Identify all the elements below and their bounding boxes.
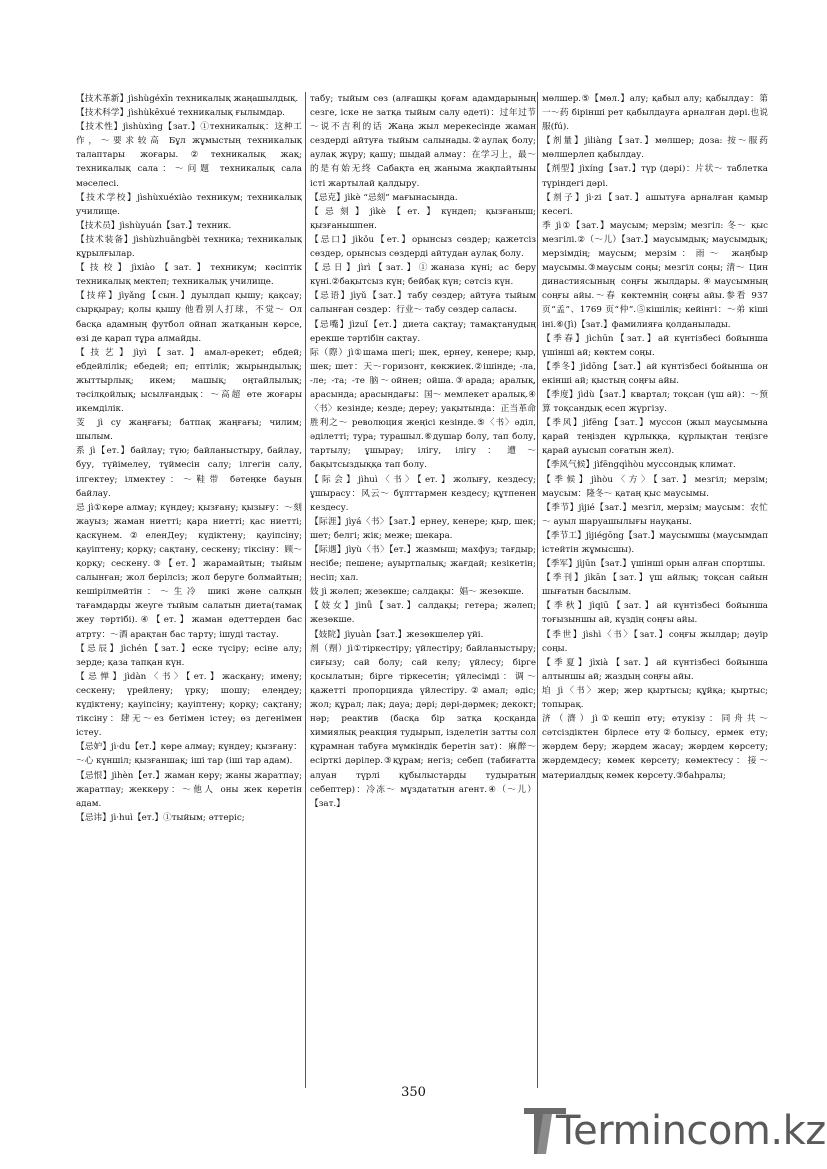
dictionary-entry: 【忌语】jìyǔ【зат.】табу сөздер; айтуға тыйым салынған сөздер：行业～ табу сөздер саласы.	[310, 291, 536, 316]
dictionary-entry: 【技术员】jìshùyuán【зат.】техник.	[76, 220, 232, 231]
dictionary-entry: 【季候】jìhòu〈方〉【зат.】мезгіл; мерзім; маусым：隆冬～ қатаң қыс маусымы.	[542, 474, 768, 499]
dictionary-entry: 【季春】jìchūn【зат.】ай күнтізбесі бойынша үшінші ай; көктем соңы.	[542, 333, 768, 358]
dictionary-entry: 【妓院】jìyuàn【зат.】жезөкшелер үйі.	[310, 629, 484, 640]
logo-text: Termincom.kz	[556, 1108, 826, 1154]
dictionary-entry: 【忌嘴】jìzuǐ【ет.】диета сақтау; тамақтанудың ерекше тәртібін сақтау.	[310, 319, 536, 344]
dictionary-entry: 【剂子】jì·zi【зат.】ашытуға арналған қамыр кесегі.	[542, 192, 768, 217]
dictionary-entry: 【忌惮】jìdàn〈书〉【ет.】жасқану; имену; сескену; үрейлену; үрку; шошу; елеңдеу; күдіктену; қауіпсіну; қауіптену; қорқу; сақтану; тіксіну：肆无～ез бетімен істеу; өз дегенімен істеу.	[76, 671, 302, 739]
dictionary-entry: 【季秋】jìqiū【зат.】ай күнтізбесі бойынша тоғызыншы ай, күздің соңғы айы.	[542, 601, 768, 626]
dictionary-entry: 【技艺】jìyì【зат.】амал-әрекет; ебдей; ебдейлілік; ебедей; еп; ептілік; жырындылық; жыттырлық; икем; машық; оңтайлылық; тәсілқойлық; ысылғандық：～高超 өте жоғары икемділік.	[76, 347, 302, 415]
termincom-logo[interactable]	[522, 1100, 826, 1160]
dictionary-entry: 【剂量】jìliàng【зат.】мөлшер; доза: 按～服药 мөлшерлеп қабылдау.	[542, 136, 768, 161]
dictionary-entry: 【季军】jìjūn【зат.】үшінші орын алған спортшы.	[542, 559, 766, 570]
dictionary-entry: 【季度】jìdù【зат.】квартал; тоқсан (үш ай)：～预算 тоқсандық есеп жүргізу.	[542, 389, 768, 415]
dictionary-entry: 系 jì【ет.】байлау; түю; байланыстыру, байлау, буу, түйімелеу, түймесін салу; ілгегін салу, ілгектеу; ілмектеу：～鞋带 бәтеңке бауын байлау.	[76, 446, 302, 499]
dictionary-entry: 际（際）jì①шама шегі; шек, ернеу, кенере; қыр, шек; шет：天～горизонт, көкжиек.②ішінде; -ла, -ле; -та; -те 脑～ойнен; ойша.③арада; аралық, арасында; арасындағы：国～ мемлекет аралық.④〈书〉кезінде; кезде; дереу; уақытында：正当革命胜利之～ революция жеңісі кезінде.⑤〈书〉әділ, әділетті; тура; турашыл.⑥душар болу, тап болу, тартылу; ұшырау; ілігу, ілігу：遭～ бақытсыздыққа тап болу.	[310, 347, 536, 471]
dictionary-entry: 济（濟）jì①кешіп өту; өтукізу：同舟共～ сәтсіздіктен бірлесе өту②болысу, ермек ету; жәрдем беру; жәрдем жасау; жәрдем көрсету; жәрдемдесу; көмек көрсету; көмектесу：接～ материалдық көмек көрсету.③баһралы;	[542, 714, 768, 781]
dictionary-entry: 【剂型】jìxíng【зат.】түр (дәрі)：片状～ таблетка түріндегі дәрі.	[542, 164, 768, 189]
dictionary-entry: 【忌妒】jì·du【ет.】көре алмау; күндеу; қызғану：～心 күншіл; қызғаншақ; іші тар (іші тар адам).	[76, 742, 302, 767]
column-divider-left	[305, 92, 306, 1088]
column-right	[542, 92, 768, 1088]
dictionary-entry: 【际涯】jìyá〈书〉【зат.】ернеу, кенере; қыр, шек; шет; белгі; жік; меже; шекара.	[310, 516, 536, 541]
dictionary-entry: 【忌辰】jìchén【зат.】еске түсіру; есіне алу; зерде; қаза тапқан күн.	[76, 643, 302, 668]
dictionary-entry: 芰 jì су жаңғағы; батпақ жаңғағы; чилим; шылым.	[76, 418, 302, 443]
dictionary-entry: 妓 jì жәлеп; жезөкше; салдақы：娼～ жезөкше.	[310, 587, 524, 598]
dictionary-entry: 【季冬】jìdōng【зат.】ай күнтізбесі бойынша он екінші ай; қыстың соңғы айы.	[542, 361, 768, 386]
dictionary-entry: 【季节工】jìjiégōng【зат.】маусымшы (маусымдап істейтін жұмысшы).	[542, 530, 768, 555]
dictionary-entry: 剂（劑）jì①тіркестіру; үйлестіру; байланыстыру; сиғызу; сай болу; сай келу; үйлесу; бірге қосылатын; бірге тіркесетін; үйлесімді：调～ қажетті пропорцияда үйлестіру.②амал; әдіс; жол; құрал; лак; дауа; дәрі; дәрі-дәрмек; декокт; нәр; реактив (басқа бір затқа қосқанда химиялық реакция тудырып, ізделетін затты сол құрамнан табуға мүмкіндік беретін зат)：麻醉～есірткі дәрілер.③құрам; негіз; себеп (табиғатта алуан түрлі құбылыстарды тудыратын себептер)：冷冻～ мұздататын агент.④（～儿）【зат.】	[310, 643, 536, 809]
dictionary-entry: 【忌克】jìkè “忌刻” мағынасында.	[310, 192, 458, 203]
dictionary-entry: 【季节】jìjié【зат.】мезгіл, мерзім; маусым：农忙～ ауыл шаруашылығы науқаны.	[542, 502, 768, 527]
dictionary-entry: 【技术装备】jìshùzhuāngbèi техника; техникалық құрылғылар.	[76, 234, 302, 260]
dictionary-entry: 【忌恨】jìhèn【ет.】жаман көру; жаны жаратпау; жаратпау; жеккөру：～他人 оны жек көретін адам.	[76, 770, 302, 809]
dictionary-entry: 【技校】jìxiào【зат.】техникум; кәсіптік техникалық мектеп; техникалық училище.	[76, 263, 302, 288]
column-left	[76, 92, 302, 1088]
column-middle	[310, 92, 536, 1088]
dictionary-entry: 【妓女】jìnǚ【зат.】салдақы; гетера; жәлеп; жезөкше.	[310, 601, 536, 626]
dictionary-entry: 【技术科学】jìshùkēxué техникалық ғылымдар.	[76, 108, 286, 119]
dictionary-entry: табу; тыйым сөз (алғашқы қоғам адамдарының сезге, іске не затқа тыйым салу әдеті)：过年过节～说不吉利的话 Жаңа жыл мерекесінде жаман сездерді айтуға тыйым салынады.②аулақ болу; аулақ жүру; қашу; шыдай алмау：在学习上，最～的是有始无终 Сабақта ең жаныма жақпайтыны істі жартылай қалдыру.	[310, 94, 536, 189]
dictionary-entry: 季 jì①【зат.】маусым; мерзім; мезгіл: 冬～ қыс мезгілі.②（～儿）【зат.】маусымдық; маусымдық; мерзімдің; маусым; мерзім：雨～ жаңбыр маусымы.③маусым соңы; мезгіл соңы; 清～ Цин династиясының соңғы жылдары.④маусымның соңғы айы.～春 көктемнің соңғы айы.参看 937 页“孟”、1769 页“仲”.⑤кішілік; кейінгі：～弟 кіші іні.⑥(Jì)【зат.】фамилияға қолданылады.	[542, 220, 768, 330]
page-number: 350	[401, 1085, 426, 1100]
dictionary-entry: 【忌日】jìrì【зат.】①жаназа күні; ас беру күні.②бақытсыз күн; бейбақ күн; сәтсіз күн.	[310, 263, 536, 288]
dictionary-entry: 垍 jì〈书〉жер; жер қыртысы; құйқа; қыртыс; топырақ.	[542, 685, 768, 711]
dictionary-entry: 【技术革新】jìshùgéxīn техникалық жаңашылдық.	[76, 94, 299, 104]
dictionary-entry: 【季世】jìshì〈书〉【зат.】соңғы жылдар; дәуір соңы.	[542, 629, 768, 654]
dictionary-entry: 【技术性】jìshùxìng【зат.】①техникалық：这种工作，～要求较高 Бұл жұмыстың техникалық талаптары жоғары.②техникалық жақ; техникалық сала：～问题 техникалық сала мәселесі.	[76, 122, 302, 189]
dictionary-entry: 【忌刻】jìkè【ет.】күндеп; қызғаныш; қызғанышпен.	[310, 206, 536, 231]
dictionary-entry: 【季风】jìfēng【зат.】муссон (жыл маусымына қарай теңізден құрлыққа, құрлықтан теңізге қарай ауысып соғатын жел).	[542, 418, 768, 457]
dictionary-entry: 忌 jì①көре алмау; күндеу; қызғану; қызығу：～刻 жауыз; жаман ниетті; қара ниетті; қас ниетті; қаскүнем.②еленДеу; күдіктену; қауіпсіну; қауіптену; қорқу; сақтану, сескену; тіксіну：顾～ қорқу; сескену.③【ет.】жарамайтын; тыйым салынған; жол берілсіз; жол беруге болмайтын; кешірілмейтін：～生冷 шикі және салқын тағамдарды жеуге тыйым салатын диета(тамақ жеу тәртібі).④【ет.】жаман әдеттерден бас атрту：～酒 арақтан бас тарту; ішуді тастау.	[76, 502, 302, 640]
dictionary-entry: 【际会】jìhuì〈书〉【ет.】жолығу, кездесу; ұшырасу：风云～ бұлттармен кездесу; құтпенен кездесу.	[310, 474, 536, 513]
dictionary-entry: мөлшер.⑤【мөл.】алу; қабыл алу; қабылдау：第一～药 бірінші рет қабылдауға арналған дәрі.也说服(fú).	[542, 94, 768, 133]
dictionary-entry: 【技术学校】jìshùxuéxiào техникум; техникалық училище.	[76, 192, 302, 217]
dictionary-entry: 【技痒】jìyǎng【сын.】дуылдап қышу; қақсау; сырқырау; қолы қышу 他看别人打球，不觉～ Ол басқа адамның футбол ойнап жатқанын көрсе, өзі де қарап тұра алмайды.	[76, 291, 302, 344]
dictionary-entry: 【忌口】jìkǒu【ет.】орынсыз сөздер; қажетсіз сөздер, орынсыз сөздерді айтудан аулақ болу.	[310, 234, 536, 260]
dictionary-entry: 【忌讳】jì·huì【ет.】①тыйым; әттеріс;	[76, 812, 245, 823]
dictionary-entry: 【季风气候】jìfēngqìhòu муссондық климат.	[542, 460, 736, 471]
dictionary-entry: 【季夏】jìxià【зат.】ай күнтізбесі бойынша алтыншы ай; жаздың соңғы айы.	[542, 657, 768, 682]
dictionary-entry: 【季刊】jìkān【зат.】үш айлық; тоқсан сайын шығатын басылым.	[542, 573, 768, 598]
dictionary-entry: 【际遇】jìyù〈书〉【ет.】жазмыш; махфуз; тағдыр; несібе; пешене; ауыртпалық; жағдай; кезікетін; несіп; хал.	[310, 545, 536, 584]
column-divider-right	[537, 92, 538, 1088]
